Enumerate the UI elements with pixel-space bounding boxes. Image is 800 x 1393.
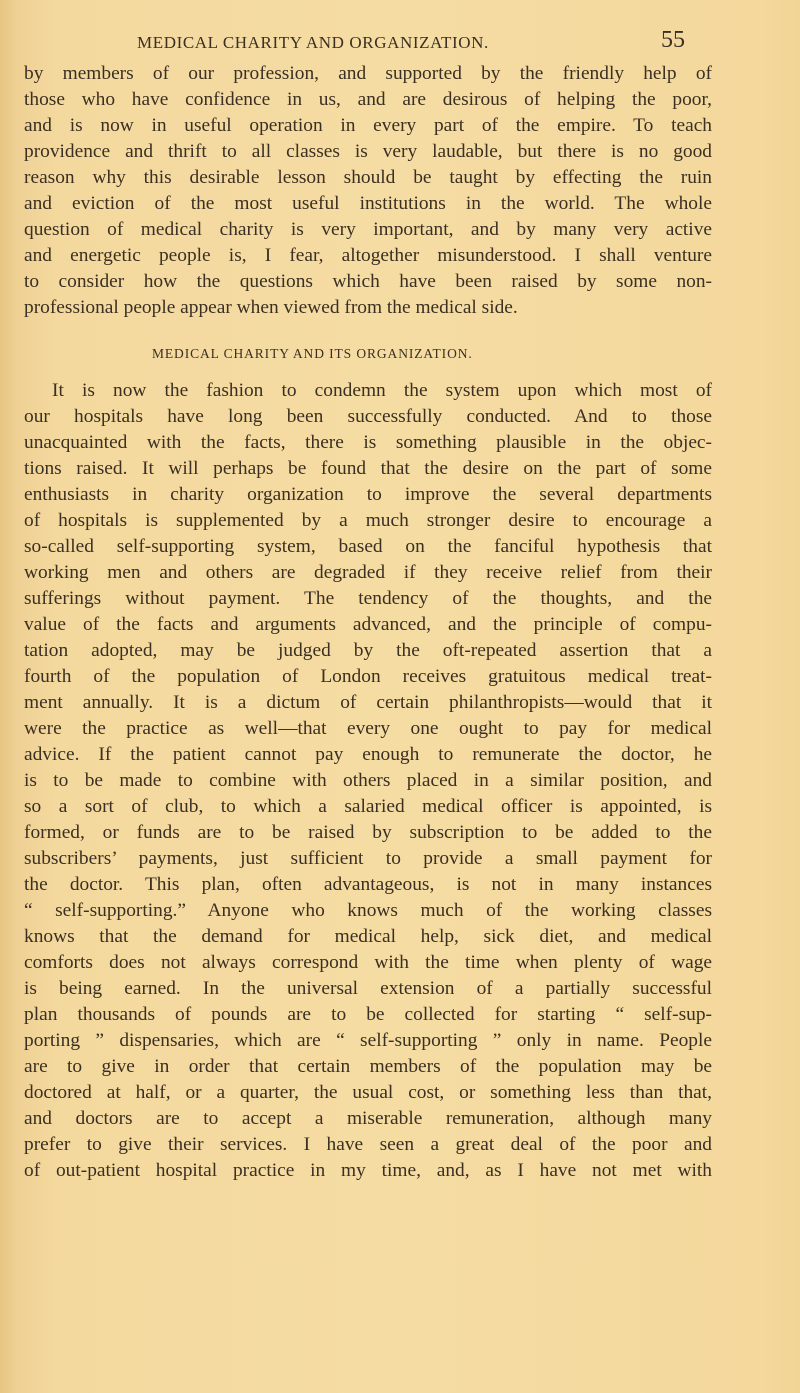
text-line: our hospitals have long been successfully conducted. And to those <box>24 406 712 427</box>
text-line: of hospitals is supplemented by a much stronger desire to encourage a <box>24 510 712 531</box>
text-line: reason why this desirable lesson should be taught by effecting the ruin <box>24 167 712 188</box>
text-line: knows that the demand for medical help, sick diet, and medical <box>24 926 712 947</box>
text-line: and energetic people is, I fear, altogether misunderstood. I shall venture <box>24 245 712 266</box>
text-line: and eviction of the most useful institutions in the world. The whole <box>24 193 712 214</box>
text-line: of out-patient hospital practice in my time, and, as I have not met with <box>24 1160 712 1181</box>
text-line: sufferings without payment. The tendency of the thoughts, and the <box>24 588 712 609</box>
text-line: were the practice as well—that every one ought to pay for medical <box>24 718 712 739</box>
text-line: doctored at half, or a quarter, the usual cost, or something less than that, <box>24 1082 712 1103</box>
text-line: professional people appear when viewed from the medical side. <box>24 297 518 318</box>
text-line: so-called self-supporting system, based on the fanciful hypothesis that <box>24 536 712 557</box>
text-line: the doctor. This plan, often advantageous, is not in many instances <box>24 874 712 895</box>
text-line: tions raised. It will perhaps be found that the desire on the part of some <box>24 458 712 479</box>
running-head-title: MEDICAL CHARITY AND ORGANIZATION. <box>137 33 489 52</box>
text-line: and is now in useful operation in every part of the empire. To teach <box>24 115 712 136</box>
text-line: is to be made to combine with others placed in a similar position, and <box>24 770 712 791</box>
text-line: formed, or funds are to be raised by subscription to be added to the <box>24 822 712 843</box>
text-line: by members of our profession, and supported by the friendly help of <box>24 63 712 84</box>
text-line: subscribers’ payments, just sufficient to provide a small payment for <box>24 848 712 869</box>
text-line: so a sort of club, to which a salaried medical officer is appointed, is <box>24 796 712 817</box>
text-line: prefer to give their services. I have seen a great deal of the poor and <box>24 1134 712 1155</box>
page-number: 55 <box>661 27 685 53</box>
text-line: question of medical charity is very important, and by many very active <box>24 219 712 240</box>
text-line: comforts does not always correspond with the time when plenty of wage <box>24 952 712 973</box>
text-line: fourth of the population of London receives gratuitous medical treat- <box>24 666 712 687</box>
text-line: plan thousands of pounds are to be collected for starting “ self-sup- <box>24 1004 712 1025</box>
text-line: It is now the fashion to condemn the system upon which most of <box>52 380 712 401</box>
text-line: advice. If the patient cannot pay enough to remunerate the doctor, he <box>24 744 712 765</box>
text-line: ment annually. It is a dictum of certain philanthropists—would that it <box>24 692 712 713</box>
text-line: those who have confidence in us, and are desirous of helping the poor, <box>24 89 712 110</box>
text-line: tation adopted, may be judged by the oft-repeated assertion that a <box>24 640 712 661</box>
text-line: providence and thrift to all classes is very laudable, but there is no good <box>24 141 712 162</box>
text-line: and doctors are to accept a miserable remuneration, although many <box>24 1108 712 1129</box>
text-line: is being earned. In the universal extension of a partially successful <box>24 978 712 999</box>
text-line: “ self-supporting.” Anyone who knows much of the working classes <box>24 900 712 921</box>
section-subheading: MEDICAL CHARITY AND ITS ORGANIZATION. <box>152 346 473 361</box>
text-line: value of the facts and arguments advanced, and the principle of compu- <box>24 614 712 635</box>
text-line: porting ” dispensaries, which are “ self-supporting ” only in name. People <box>24 1030 712 1051</box>
text-line: enthusiasts in charity organization to improve the several departments <box>24 484 712 505</box>
text-line: working men and others are degraded if they receive relief from their <box>24 562 712 583</box>
text-line: unacquainted with the facts, there is something plausible in the objec- <box>24 432 712 453</box>
text-line: to consider how the questions which have been raised by some non- <box>24 271 712 292</box>
text-line: are to give in order that certain members of the population may be <box>24 1056 712 1077</box>
